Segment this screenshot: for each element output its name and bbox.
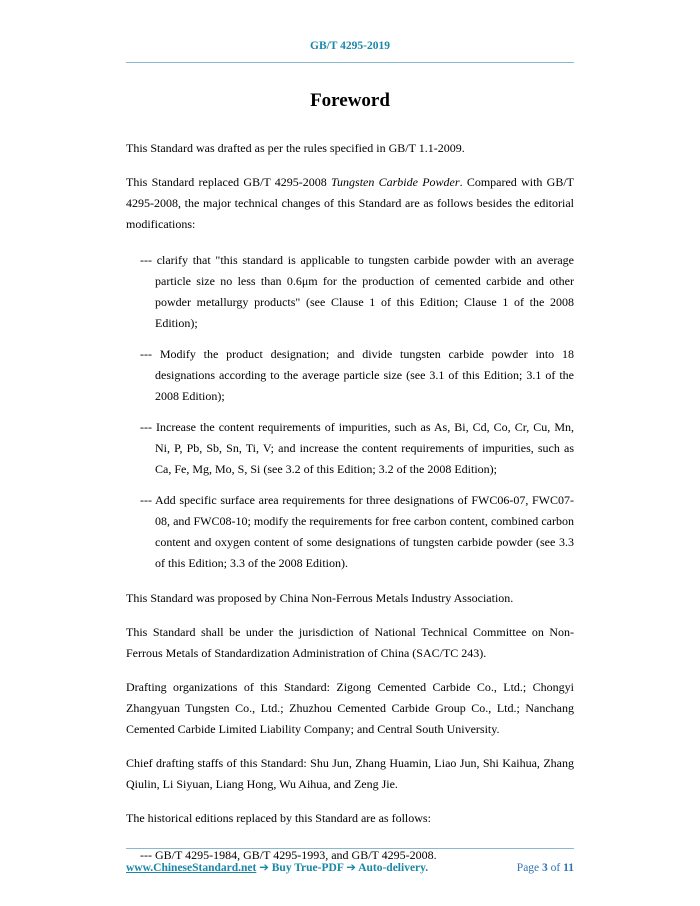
change-item-3: --- Increase the content requirements of impurities, such as As, Bi, Cd, Co, Cr, Cu, Mn, Ni, P, Pb, Sb, Sn, Ti, V; and increase the content requirements of impurities, such as Ca, Fe, Mg, Mo, S, Si (see 3.2 of this Edition; 3.2 of the 2008 Edition); [140, 420, 574, 476]
paragraph-drafted: This Standard was drafted as per the rules specified in GB/T 1.1-2009. [126, 141, 465, 155]
paragraph-chief-drafting-staff: Chief drafting staffs of this Standard: Shu Jun, Zhang Huamin, Liao Jun, Shi Kaihua, Zhang Qiulin, Li Siyuan, Liang Hong, Wu Aihua, and Zeng Jie. [126, 756, 574, 791]
paragraph-historical-intro: The historical editions replaced by this Standard are as follows: [126, 811, 431, 825]
replaced-title-italic: Tungsten Carbide Powder [331, 175, 460, 189]
footer-row [126, 860, 574, 874]
replaced-text-post: . Compared with GB/T 4295-2008, the major technical changes of this Standard are as follows besides the editorial modifications: [126, 175, 574, 231]
right-arrow-icon-2: ➔ [346, 860, 356, 874]
page-content [126, 40, 574, 866]
change-item-4: --- Add specific surface area requirements for three designations of FWC06-07, FWC07-08, and FWC08-10; modify the requirements for free carbon content, combined carbon content and oxygen content of some designations of tungsten carbide powder (see 3.3 of this Edition; 3.3 of the 2008 Edition). [140, 493, 574, 570]
paragraph-drafting-organizations: Drafting organizations of this Standard: Zigong Cemented Carbide Co., Ltd.; Chongyi Zhangyuan Tungsten Co., Ltd.; Zhuzhou Cemented Carbide Group Co., Ltd.; Nanchang Cemented Carbide Limited Liability Company; and Central South University. [126, 680, 574, 736]
page-label: Page [516, 862, 540, 874]
doc-number: GB/T 4295-2019 [126, 40, 574, 63]
total-page-number: 11 [563, 862, 574, 874]
paragraph-jurisdiction: This Standard shall be under the jurisdiction of National Technical Committee on Non-Ferrous Metals of Standardization Administration of China (SAC/TC 243). [126, 625, 574, 660]
right-arrow-icon: ➔ [259, 860, 269, 874]
technical-changes-list [126, 250, 574, 574]
website-link[interactable]: www.ChineseStandard.net [126, 862, 257, 874]
historical-editions-item: --- GB/T 4295-1984, GB/T 4295-1993, and GB/T 4295-2008. [140, 848, 437, 862]
page-title: Foreword [310, 90, 390, 111]
replaced-text-pre: This Standard replaced GB/T 4295-2008 [126, 175, 332, 189]
footer-branding [126, 860, 428, 874]
paragraph-proposed: This Standard was proposed by China Non-Ferrous Metals Industry Association. [126, 591, 514, 605]
footer-divider [126, 848, 574, 849]
auto-delivery-text: Auto-delivery. [358, 862, 429, 874]
of-label: of [550, 862, 561, 874]
paragraph-replaced [126, 172, 574, 235]
page-indicator [517, 862, 574, 874]
buy-true-pdf-text: Buy True-PDF [271, 862, 344, 874]
change-item-2: --- Modify the product designation; and divide tungsten carbide powder into 18 designations according to the average particle size (see 3.1 of this Edition; 3.1 of the 2008 Edition); [140, 347, 574, 403]
change-item-1: --- clarify that "this standard is applicable to tungsten carbide powder with an average particle size no less than 0.6μm for the production of cemented carbide and other powder metallurgy products" (see Clause 1 of this Edition; Clause 1 of the 2008 Edition); [140, 253, 574, 330]
page-footer [126, 848, 574, 874]
current-page-number: 3 [542, 862, 548, 874]
